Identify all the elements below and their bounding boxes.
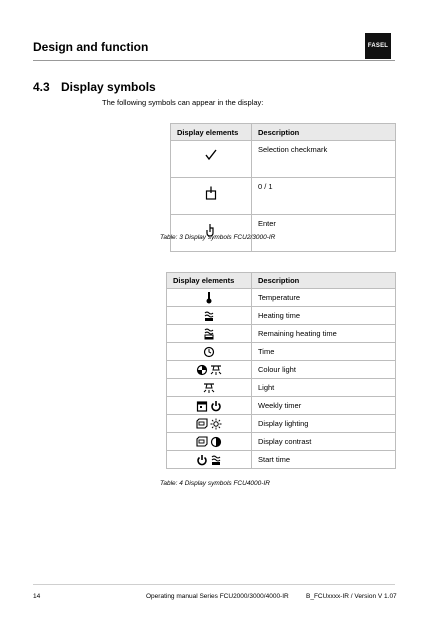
- symbol-cell: [167, 307, 252, 325]
- lamp-icon: [203, 382, 215, 394]
- description-cell: Light: [252, 379, 396, 397]
- description-cell: Enter: [252, 215, 396, 252]
- table-caption: Table: 4 Display symbols FCU4000-IR: [160, 480, 270, 487]
- table-row: [167, 451, 396, 469]
- description-cell: 0 / 1: [252, 178, 396, 215]
- power-switch-icon: [205, 186, 217, 200]
- contrast-icon: [210, 436, 222, 448]
- colour-wheel-icon: [196, 364, 208, 376]
- column-header-display-elements: Display elements: [171, 124, 252, 141]
- section-number: 4.3: [33, 80, 50, 94]
- footer-doc-version: B_FCUxxxx-IR / Version V 1.07: [306, 593, 397, 600]
- display-icon: [196, 436, 208, 448]
- symbol-cell: [167, 361, 252, 379]
- description-cell: Time: [252, 343, 396, 361]
- symbol-cell: [167, 289, 252, 307]
- description-cell: Selection checkmark: [252, 141, 396, 178]
- footer-title: Operating manual Series FCU2000/3000/4000-IR: [146, 593, 289, 600]
- table-row: [167, 433, 396, 451]
- symbol-cell: [167, 451, 252, 469]
- symbols-table-fcu4000: [166, 272, 396, 469]
- table-row: [167, 289, 396, 307]
- remaining-heating-time-icon: [203, 328, 215, 340]
- checkmark-icon: [205, 149, 217, 161]
- symbol-cell: [171, 178, 252, 215]
- power-icon: [210, 400, 222, 412]
- symbol-cell: [167, 343, 252, 361]
- table-caption: Table: 3 Display symbols FCU2/3000-IR: [160, 234, 276, 241]
- column-header-description: Description: [252, 273, 396, 289]
- table-row: [171, 215, 396, 252]
- sun-icon: [210, 418, 222, 430]
- table-header-row: [167, 273, 396, 289]
- table-row: [167, 361, 396, 379]
- heating-time-icon: [203, 310, 215, 322]
- section-title: Display symbols: [61, 80, 156, 94]
- table-row: [167, 343, 396, 361]
- column-header-display-elements: Display elements: [167, 273, 252, 289]
- column-header-description: Description: [252, 124, 396, 141]
- description-cell: Start time: [252, 451, 396, 469]
- table-row: [167, 325, 396, 343]
- symbol-cell: [167, 325, 252, 343]
- description-cell: Weekly timer: [252, 397, 396, 415]
- symbol-cell: [171, 141, 252, 178]
- symbol-cell: [167, 379, 252, 397]
- description-cell: Temperature: [252, 289, 396, 307]
- table-row: [167, 397, 396, 415]
- footer-divider: [33, 584, 395, 585]
- symbol-cell: [171, 215, 252, 252]
- symbol-cell: [167, 397, 252, 415]
- table-row: [167, 307, 396, 325]
- symbols-table-fcu2-3000: [170, 123, 396, 252]
- description-cell: Display lighting: [252, 415, 396, 433]
- brand-logo: FASEL: [365, 33, 391, 59]
- page-number: 14: [33, 593, 41, 600]
- display-icon: [196, 418, 208, 430]
- description-cell: Display contrast: [252, 433, 396, 451]
- thermometer-icon: [204, 291, 214, 304]
- description-cell: Remaining heating time: [252, 325, 396, 343]
- table-row: [171, 141, 396, 178]
- power-icon: [196, 454, 208, 466]
- section-intro: The following symbols can appear in the display:: [102, 98, 264, 107]
- table-row: [171, 178, 396, 215]
- symbol-cell: [167, 433, 252, 451]
- page-header-title: Design and function: [33, 40, 149, 54]
- table-row: [167, 379, 396, 397]
- table-header-row: [171, 124, 396, 141]
- symbol-cell: [167, 415, 252, 433]
- table-row: [167, 415, 396, 433]
- heating-time-icon: [210, 454, 222, 466]
- description-cell: Colour light: [252, 361, 396, 379]
- header-divider: [33, 60, 395, 61]
- description-cell: Heating time: [252, 307, 396, 325]
- calendar-icon: [196, 400, 208, 412]
- lamp-icon: [210, 364, 222, 376]
- clock-icon: [203, 346, 215, 358]
